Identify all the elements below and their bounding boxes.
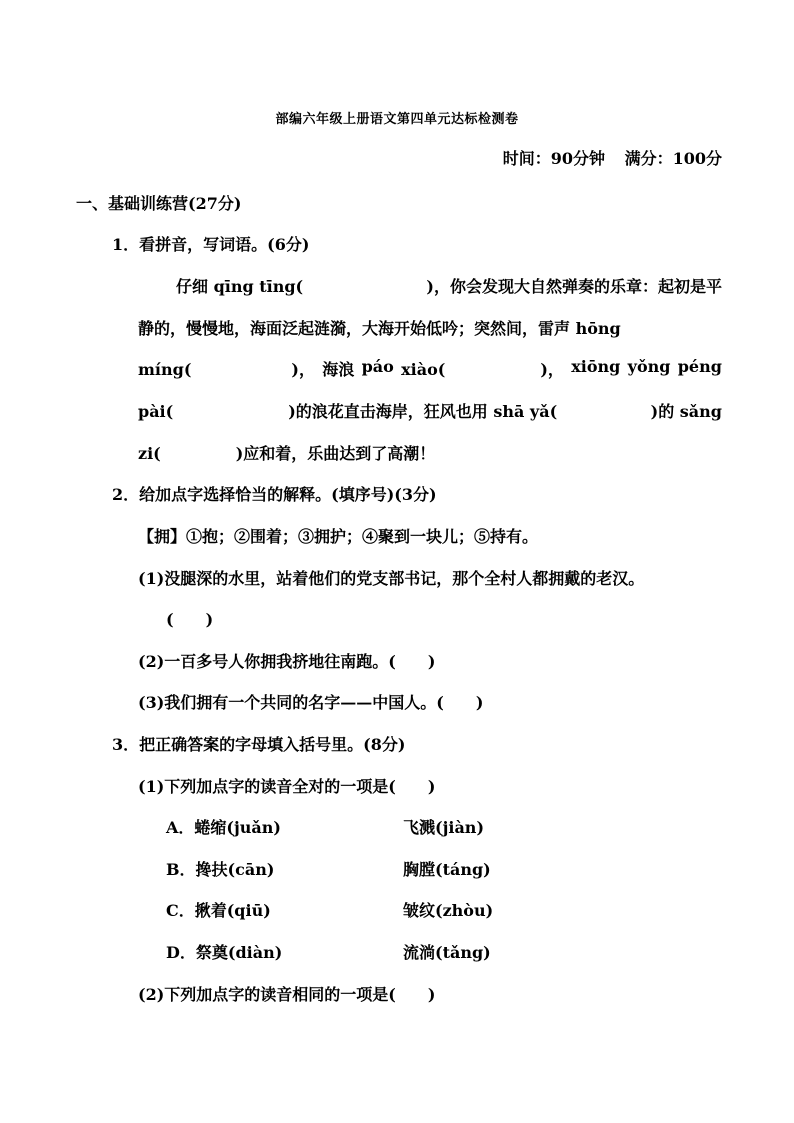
question-2-heading: 2．给加点字选择恰当的解释。(填序号)(3分) [112, 485, 437, 504]
q1-line-2: 静的，慢慢地，海面泛起涟漪，大海开始低吟；突然间，雷声 hōng [138, 319, 621, 338]
q3-sub-2: (2)下列加点字的读音相同的一项是( ) [138, 985, 436, 1004]
question-1-heading: 1．看拼音，写词语。(6分) [112, 235, 310, 254]
q1-line-3-a: míng( )， [138, 360, 315, 379]
option-b-left: B．搀扶(cān) [166, 860, 275, 879]
q1-line-1 [176, 274, 722, 297]
option-a-left: A．蜷缩(juǎn) [166, 818, 281, 837]
q1-line-3-h: yǒng [627, 357, 671, 376]
q1-line-4-a: pài( )的浪花直击海岸，狂风也用 shā yǎ( [138, 402, 558, 421]
exam-meta [489, 146, 722, 169]
q1-line-3-d: páo [361, 357, 394, 376]
q1-line-3-g: xiōng [571, 357, 621, 376]
option-d-right: 流淌(tǎng) [403, 943, 491, 962]
section-heading: 一、基础训练营(27分) [76, 194, 242, 213]
document-title: 部编六年级上册语文第四单元达标检测卷 [275, 112, 519, 127]
q1-line-4 [138, 399, 722, 422]
q2-sentence-1-answer[interactable]: ( ) [166, 610, 214, 629]
q2-sentence-1: (1)没腿深的水里，站着他们的党支部书记，那个全村人都拥戴的老汉。 [138, 569, 645, 588]
q3-sub-1: (1)下列加点字的读音全对的一项是( ) [138, 777, 436, 796]
q1-line-5: zi( )应和着，乐曲达到了高潮！ [138, 444, 436, 463]
q2-definition: 【拥】①抱；②围着；③拥护；④聚到一块儿；⑤持有。 [138, 527, 539, 546]
option-d-left: D．祭奠(diàn) [166, 943, 283, 962]
q1-line-3-i: péng [677, 357, 722, 376]
q1-line-1-b: )，你会发现大自然弹奏的乐章：起初是平 [426, 277, 722, 296]
option-a-right: 飞溅(jiàn) [403, 818, 485, 837]
option-c-right: 皱纹(zhòu) [403, 901, 494, 920]
option-b-right: 胸膛(táng) [403, 860, 491, 879]
question-3-heading: 3．把正确答案的字母填入括号里。(8分) [112, 735, 406, 754]
q2-sentence-2: (2)一百多号人你拥我挤地往南跑。( ) [138, 652, 436, 671]
q1-line-4-c: )的 sǎng [650, 402, 722, 421]
q1-line-3-e: xiào( )， [401, 360, 564, 379]
q1-line-1-a: 仔细 qīng tīng( [176, 277, 304, 296]
q1-line-3 [138, 357, 722, 380]
option-c-left: C．揪着(qiū) [166, 901, 271, 920]
time-limit: 时间：90分钟 [502, 149, 606, 168]
q1-line-3-c: 海浪 [322, 360, 355, 379]
full-score: 满分：100分 [624, 149, 722, 168]
q2-sentence-3: (3)我们拥有一个共同的名字——中国人。( ) [138, 693, 484, 712]
